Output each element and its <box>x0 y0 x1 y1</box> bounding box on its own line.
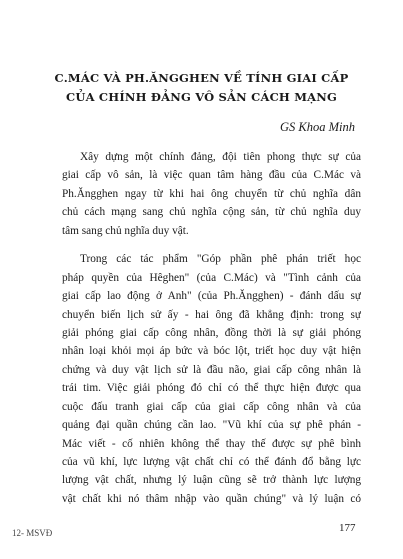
paragraph-gap <box>62 240 361 250</box>
text-line: tâm sang chủ nghĩa duy vật. <box>62 224 189 237</box>
text-line: Mác viết - cố nhiên không thể thay thế được sự phê bình <box>62 437 361 450</box>
text-line: Trong các tác phẩm "Góp phần phê phán triết học <box>80 253 361 266</box>
page-number: 177 <box>339 522 356 534</box>
text-line: vật chất khi nó thâm nhập vào quần chúng" và lý luận có <box>62 492 361 505</box>
paragraph-1 <box>62 148 361 240</box>
text-line: Xây dựng một chính đảng, đội tiên phong thực sự của <box>80 151 361 163</box>
footer-signature: 12- MSVĐ <box>12 528 53 538</box>
text-line: chủ cách mạng sang chủ nghĩa cộng sản, từ chủ nghĩa duy <box>62 206 361 219</box>
text-line: giai cấp lao động ở Anh" (của Ph.Ăngghen) - đánh dấu sự <box>62 290 361 303</box>
author: GS Khoa Minh <box>280 120 355 134</box>
text-line: giai cấp vô sản, là việc quan tâm hàng đầu của C.Mác và <box>62 169 361 182</box>
text-line: quảng đại quần chúng cần lao. "Vũ khí của sự phê phán - <box>62 419 361 432</box>
body-text <box>62 148 361 508</box>
title-line-2: CỦA CHÍNH ĐẢNG VÔ SẢN CÁCH MẠNG <box>66 90 337 104</box>
text-line: lượng vật chất, nhưng lý luận cũng sẽ trở thành lực lượng <box>62 474 361 487</box>
text-line: chứng và duy vật lịch sử là đầu não, giai cấp công nhân là <box>62 363 361 376</box>
title-line-1: C.MÁC VÀ PH.ĂNGGHEN VỀ TÍNH GIAI CẤP <box>54 71 349 85</box>
text-line: của vũ khí, lực lượng vật chất chỉ có thể đánh đổ bằng lực <box>62 456 361 468</box>
text-line: chuyển biến lịch sử ấy - hai ông đã khẳng định: trong sự <box>62 308 361 321</box>
text-line: cuộc đấu tranh giai cấp của giai cấp công nhân và của <box>62 400 361 413</box>
paragraph-2 <box>62 250 361 508</box>
text-line: nhân loại khỏi mọi áp bức và bóc lột, triết học duy vật hiện <box>62 345 361 358</box>
text-line: Ph.Ăngghen ngay từ khi hai ông chuyển từ chủ nghĩa dân <box>62 187 361 200</box>
text-line: pháp quyền của Hêghen" (của C.Mác) và "Tình cảnh của <box>62 271 361 284</box>
text-line: giải phóng giai cấp công nhân, đồng thời là sự giải phóng <box>62 326 361 339</box>
text-line: trái tim. Việc giải phóng đó chỉ có thể thực hiện được qua <box>62 382 361 395</box>
